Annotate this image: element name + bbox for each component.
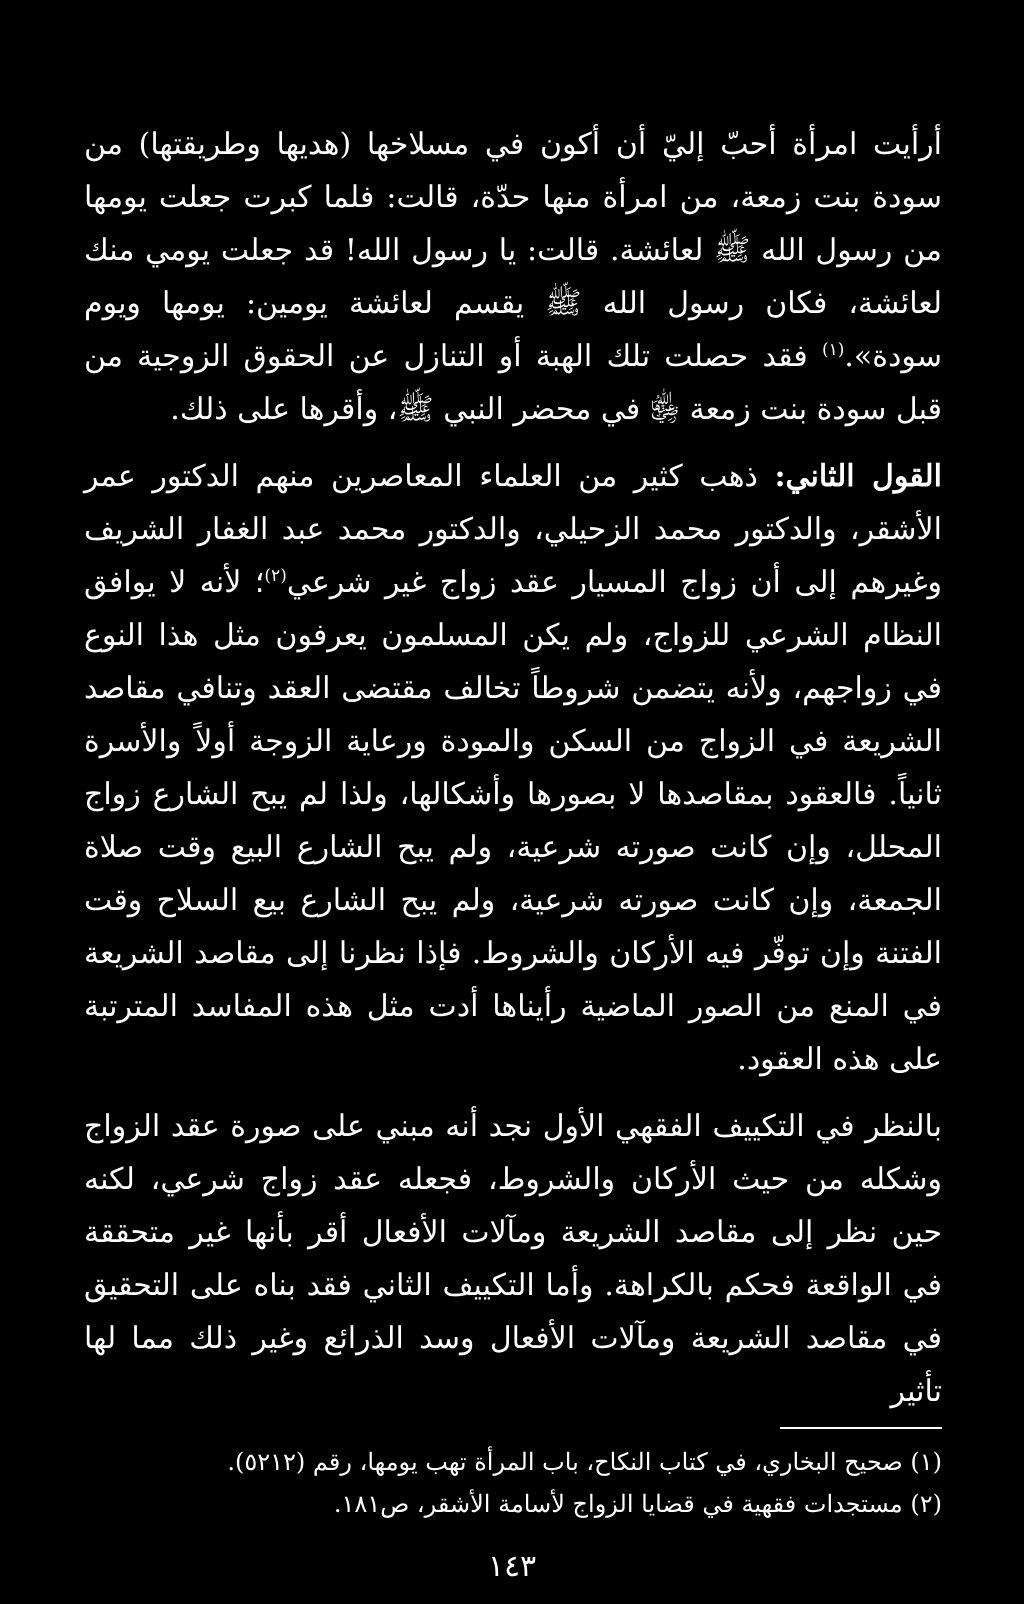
paragraph-2-text: ذهب كثير من العلماء المعاصرين منهم الدكتور عمر الأشقر، والدكتور محمد الزحيلي، والدكتور محمد عبد الغفار الشريف وغيرهم إلى أن زواج المسيار عقد زواج غير شرعي [84,459,943,600]
footnotes [84,1441,942,1525]
paragraph-3-text: بالنظر في التكييف الفقهي الأول نجد أنه مبني على صورة عقد الزواج وشكله من حيث الأركان والشروط، فجعله عقد زواج شرعي، لكنه حين نظر إلى مقاصد الشريعة ومآلات الأفعال أقر بأنها غير متحققة في الواقعة فحكم بالكراهة. وأما التكييف الثاني فقد بناه على التحقيق في مقاصد الشريعة ومآلات الأفعال وسد الذرائع وغير ذلك مما لها تأثير [84,1109,942,1409]
footnote-1: (١) صحيح البخاري، في كتاب النكاح، باب المرأة تهب يومها، رقم (٥٢١٢). [227,1448,942,1476]
page-number: ١٤٣ [487,1549,537,1584]
paragraph-2-text-after: ؛ لأنه لا يوافق النظام الشرعي للزواج، ولم يكن المسلمون يعرفون مثل هذا النوع في زواجهم، ولأنه يتضمن شروطاً تخالف مقتضى العقد وتنافي مقاصد الشريعة في الزواج من السكن والمودة ورعاية الزوجة أولاً والأسرة ثانياً. فالعقود بمقاصدها لا بصورها وأشكالها، ولذا لم يبح الشارع زواج المحلل، وإن كانت صورته شرعية، ولم يبح الشارع البيع وقت صلاة الجمعة، وإن كانت صورته شرعية، ولم يبح الشارع بيع السلاح وقت الفتنة وإن توفّر فيه الأركان والشروط. فإذا نظرنا إلى مقاصد الشريعة في المنع من الصور الماضية رأيناها أدت مثل هذه المفاسد المترتبة على هذه العقود. [84,565,942,1077]
main-text [84,118,942,1418]
footnote-2: (٢) مستجدات فقهية في قضايا الزواج لأسامة الأشقر، ص١٨١. [333,1490,942,1518]
paragraph-1-text: أرأيت امرأة أحبّ إليّ أن أكون في مسلاخها (هديها وطريقتها) من سودة بنت زمعة، من امرأة منها حدّة، قالت: فلما كبرت جعلت يومها من رسول الله ﷺ لعائشة. قالت: يا رسول الله! قد جعلت يومي منك لعائشة، فكان رسول الله ﷺ يقسم لعائشة يومين: يومها ويوم سودة». [84,127,942,374]
footnote-ref-2: (٢) [264,566,287,586]
paragraph-1 [84,118,942,436]
paragraph-2 [84,450,942,1086]
paragraph-3 [84,1100,942,1418]
paragraph-1-text-after: فقد حصلت تلك الهبة أو التنازل عن الحقوق الزوجية من قبل سودة بنت زمعة ﵂ في محضر النبي ﷺ، وأقرها على ذلك. [84,339,942,427]
section-heading: القول الثاني: [774,459,942,494]
footnote-separator [780,1427,942,1429]
footnote-ref-1: (١) [821,340,845,360]
